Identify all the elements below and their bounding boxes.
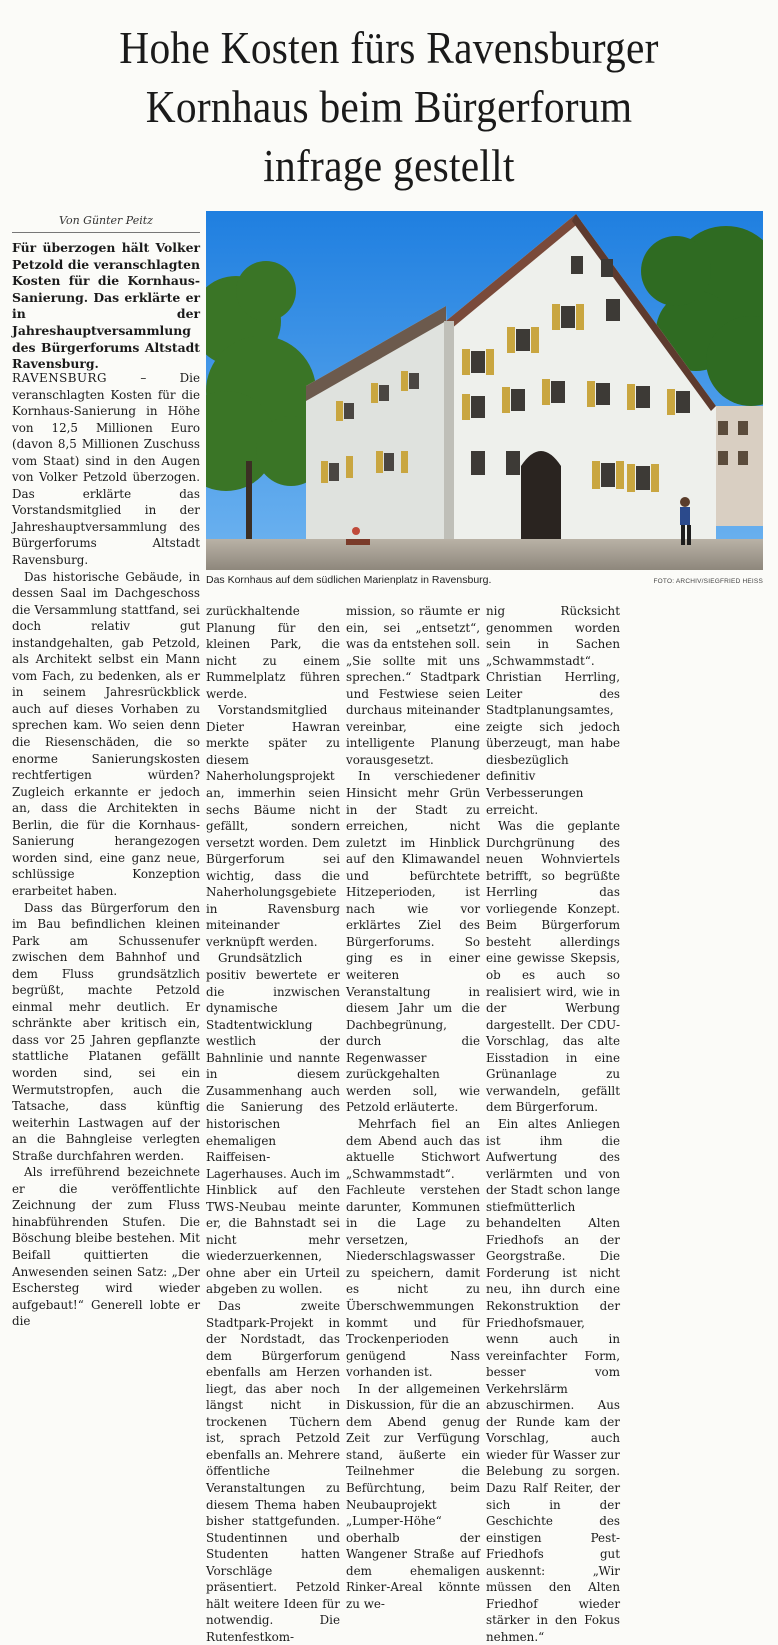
dateline: RAVENSBURG –	[12, 371, 147, 385]
byline: Von Günter Peitz	[12, 214, 200, 233]
paragraph: Was die geplante Durchgrünung des neuen Wohnviertels betrifft, so begrüßte Herrling das vorliegende Konzept. Beim Bürgerforum besteht allerdings eine gewisse Skepsis, ob es auch so realisiert wird, wie in der Werbung dargestellt. Der CDU-Vorschlag, das alte Eisstadion in eine Grünanlage zu verwandeln, gefällt dem Bürgerforum.	[486, 819, 620, 1115]
paragraph: Das zweite Stadtpark-Projekt in der Nordstadt, das dem Bürgerforum ebenfalls am Herzen liegt, das aber noch längst nicht in trockenen Tüchern ist, sprach Petzold ebenfalls an. Mehrere öffentliche Veranstaltungen zu diesem Thema haben bisher stattgefunden. Studentinnen und Studenten hatten Vorschläge präsentiert. Petzold hält weitere Ideen für notwendig. Die Rutenfestkom-	[206, 1298, 340, 1644]
paragraph: Als irreführend bezeichnete er die veröffentlichte Zeichnung der zum Fluss hinabführenden Stufen. Die Böschung bleibe bestehen. Mit Beifall quittierten die Anwesenden seinen Satz: „Der Eschersteg wird wieder aufgebaut!“ Generell lobte er die	[12, 1165, 200, 1329]
paragraph: Ein altes Anliegen ist ihm die Aufwertung des verlärmten und von der Stadt schon lange stiefmütterlich behandelten Alten Friedhofs an der Georgstraße. Die Forderung ist nicht neu, ihn durch eine Rekonstruktion der Friedhofsmauer, wenn auch in vereinfachter Form, besser vom Verkehrslärm abzuschirmen. Aus der Runde kam der Vorschlag, auch wieder für Wasser zur Belebung zu sorgen. Dazu Ralf Reiter, der sich in der Geschichte des einstigen Pest-Friedhofs gut auskennt: „Wir müssen den Alten Friedhof wieder stärker in den Fokus nehmen.“	[486, 1116, 620, 1644]
headline-line-2: Kornhaus beim Bürgerforum	[145, 81, 633, 132]
headline-line-1: Hohe Kosten fürs Ravensburger	[119, 22, 659, 73]
photo-caption: Das Kornhaus auf dem südlichen Marienplatz in Ravensburg.	[206, 574, 492, 586]
paragraph: Das historische Gebäude, in dessen Saal im Dachgeschoss die Versammlung stattfand, sei doch relativ gut instandgehalten, gab Petzold, als Architekt selbst ein Mann vom Fach, zu bedenken, als er in seinem Jahresrückblick auch auf dieses Vorhaben zu sprechen kam. Wo seien denn die Riesenschäden, die so enorme Sanierungskosten rechtfertigen würden? Zugleich erkannte er jedoch an, dass die Architekten in Berlin, die für die Kornhaus-Sanierung herangezogen worden sind, eine ganz neue, schlüssige Konzeption erarbeitet haben.	[12, 569, 200, 898]
kornhaus-photo	[206, 211, 763, 570]
paragraph: mission, so räumte er ein, sei „entsetzt“, was da entstehen soll. „Sie sollte mit uns sprechen.“ Stadtpark und Festwiese seien durchaus miteinander vereinbar, eine intelligente Planung vorausgesetzt.	[346, 604, 480, 767]
paragraph-text: Die veranschlagten Kosten für die Kornhaus-Sanierung in Höhe von 12,5 Millionen Euro (davon 8,5 Millionen Zuschuss vom Staat) sind in den Augen von Volker Petzold überzogen. Das erklärte das Vorstandsmitglied in der Jahreshauptversammlung des Bürgerforums Altstadt Ravensburg.	[12, 371, 201, 568]
paragraph: nig Rücksicht genommen worden sein in Sachen „Schwammstadt“. Christian Herrling, Leiter des Stadtplanungsamtes, zeigte sich jedoch überzeugt, man habe diesbezüglich definitiv Verbesserungen erreicht.	[486, 604, 620, 817]
headline-line-3: infrage gestellt	[263, 140, 515, 191]
paragraph: zurückhaltende Planung für den kleinen Park, die nicht zu einem Rummelplatz führen werde.	[206, 604, 340, 701]
article-column-3	[346, 603, 480, 1612]
paragraph: In verschiedener Hinsicht mehr Grün in der Stadt zu erreichen, nicht zuletzt im Hinblick auf den Klimawandel und befürchtete Hitzeperioden, ist nach wie vor erklärtes Ziel des Bürgerforums. So ging es in einer weiteren Veranstaltung in diesem Jahr um die Dachbegrünung, durch die Regenwasser zurückgehalten werden soll, wie Petzold erläuterte.	[346, 769, 480, 1115]
lead-paragraph: Für überzogen hält Volker Petzold die veranschlagten Kosten für die Kornhaus-Sanierung. Das erklärte er in der Jahreshauptversammlung des Bürgerforums Altstadt Ravensburg.	[12, 240, 200, 372]
kornhaus-illustration	[206, 211, 763, 570]
paragraph: In der allgemeinen Diskussion, für die an dem Abend genug Zeit zur Verfügung stand, äußerte ein Teilnehmer die Befürchtung, beim Neubauprojekt „Lumper-Höhe“ oberhalb der Wangener Straße auf dem ehemaligen Rinker-Areal könnte zu we-	[346, 1381, 480, 1611]
paragraph: Vorstandsmitglied Dieter Hawran merkte später zu diesem Naherholungsprojekt an, immerhin seien sechs Bäume nicht gefällt, sondern versetzt worden. Dem Bürgerforum sei wichtig, dass die Naherholungsgebiete in Ravensburg miteinander verknüpft werden.	[206, 703, 340, 949]
article-column-4	[486, 603, 620, 1645]
headline	[48, 18, 730, 195]
article-column-2	[206, 603, 340, 1645]
photo-credit: FOTO: ARCHIV/SIEGFRIED HEISS	[653, 578, 763, 585]
article-column-1	[12, 370, 200, 1330]
paragraph	[12, 370, 200, 569]
paragraph: Mehrfach fiel an dem Abend auch das aktuelle Stichwort „Schwammstadt“. Fachleute verstehen darunter, Kommunen in die Lage zu versetzen, Niederschlagswasser zu speichern, damit es nicht zu Überschwemmungen kommt und für Trockenperioden genügend Nass vorhanden ist.	[346, 1116, 480, 1380]
paragraph: Dass das Bürgerforum den im Bau befindlichen kleinen Park am Schussenufer zwischen dem Bahnhof und dem Fluss grundsätzlich begrüßt, machte Petzold einmal mehr deutlich. Er schränkte aber kritisch ein, dass vor 25 Jahren gepflanzte stattliche Platanen gefällt worden sind, sei ein Wermutstropfen, auch die Tatsache, dass künftig weiterhin Lastwagen auf der an die Bahngleise verlegten Straße durchfahren werden.	[12, 900, 200, 1163]
paragraph: Grundsätzlich positiv bewertete er die inzwischen dynamische Stadtentwicklung westlich der Bahnlinie und nannte in diesem Zusammenhang auch die Sanierung des historischen ehemaligen Raiffeisen-Lagerhauses. Auch im Hinblick auf den TWS-Neubau meinte er, die Bahnstadt sei nicht mehr wiederzuerkennen, ohne aber ein Urteil abgeben zu wollen.	[206, 951, 340, 1297]
